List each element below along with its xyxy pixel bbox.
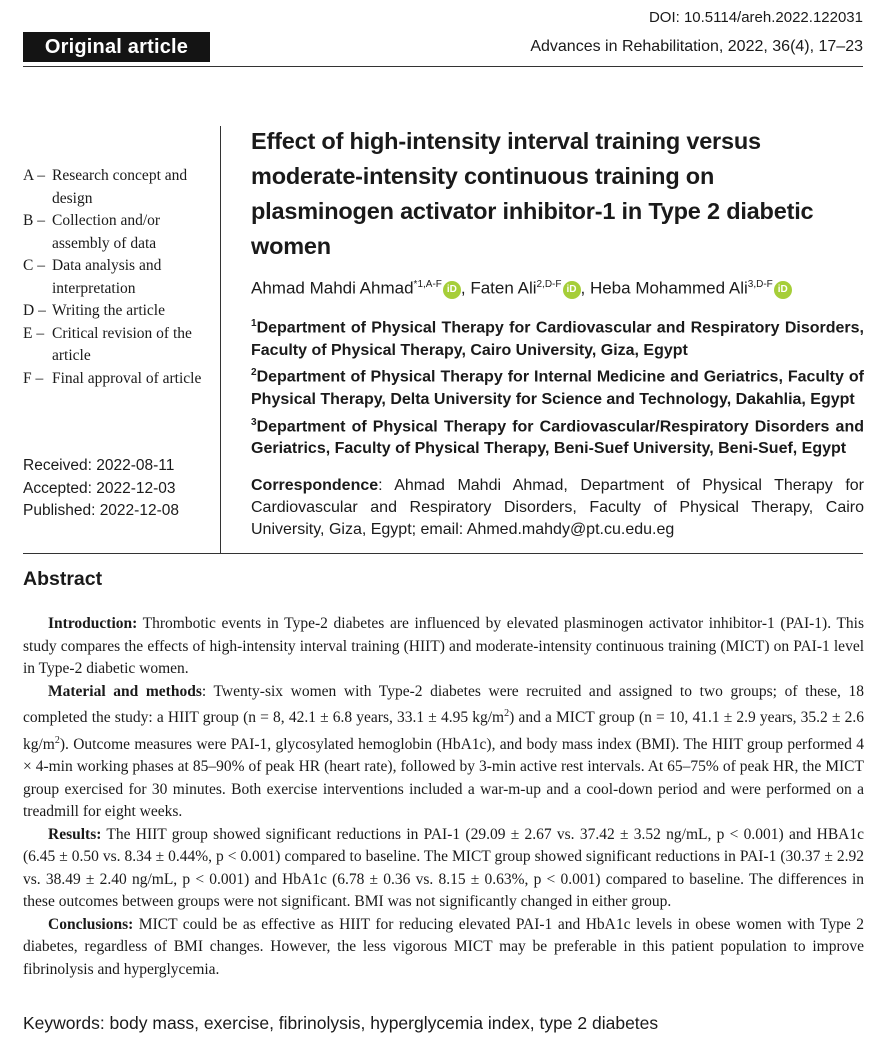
- orcid-icon[interactable]: iD: [563, 281, 581, 299]
- abstract-text: : Twenty-six women with Type-2 diabetes were recruited and assigned to two groups; of these, 18 completed the study: a HIIT group (n = 8, 42.1 ± 6.8 years, 33.1 ± 4.95 kg/m: [23, 682, 864, 727]
- contribution-text: Research concept and design: [52, 167, 188, 207]
- correspondence: [251, 475, 864, 541]
- author-affiliation-marker: 2,D-F: [536, 279, 562, 290]
- affiliation-number: 2: [251, 367, 257, 379]
- contribution-item: [23, 368, 213, 391]
- contribution-text: Writing the article: [52, 302, 165, 319]
- abstract-section-label: Material and methods: [48, 682, 202, 700]
- publication-dates: [23, 455, 179, 523]
- contribution-code: B –: [23, 212, 45, 229]
- contribution-text: Critical revision of the article: [52, 324, 192, 364]
- accepted-date: Accepted: 2022-12-03: [23, 479, 176, 497]
- section-divider: [23, 553, 863, 554]
- author-separator: ,: [580, 278, 590, 298]
- author-affiliation-marker: 3,D-F: [747, 279, 773, 290]
- affiliation-text: Department of Physical Therapy for Cardiovascular and Respiratory Disorders, Faculty of Physical Therapy, Cairo University, Giza, Egypt: [251, 319, 864, 359]
- contribution-code: D –: [23, 302, 46, 319]
- article-type-badge: Original article: [23, 32, 210, 62]
- keywords: Keywords: body mass, exercise, fibrinolysis, hyperglycemia index, type 2 diabetes: [23, 1013, 659, 1033]
- doi-text[interactable]: DOI: 10.5114/areh.2022.122031: [648, 9, 863, 26]
- affiliation-number: 3: [251, 416, 257, 428]
- abstract-paragraph: [23, 681, 864, 824]
- orcid-icon[interactable]: iD: [443, 281, 461, 299]
- affiliation-text: Department of Physical Therapy for Internal Medicine and Geriatrics, Faculty of Physical Therapy, Delta University for Science and Technology, Dakahlia, Egypt: [251, 368, 864, 409]
- abstract-section-label: Results:: [48, 825, 102, 843]
- contribution-text: Data analysis and interpretation: [52, 257, 162, 297]
- abstract-body: [23, 613, 864, 981]
- abstract-section-label: Conclusions:: [48, 915, 134, 933]
- abstract-heading: Abstract: [23, 568, 103, 590]
- correspondence-text: : Ahmad Mahdi Ahmad, Department of Physical Therapy for Cardiovascular and Respiratory Disorders, Faculty of Physical Therapy, Cairo University, Giza, Egypt; email: Ahmed.mahdy@pt.cu.edu.eg: [251, 477, 864, 538]
- contribution-code: F –: [23, 369, 44, 387]
- abstract-text: MICT could be as effective as HIIT for reducing elevated PAI-1 and HbA1c levels in obese women with Type 2 diabetes, regardless of BMI changes. However, the less vigorous MICT may be preferable in this patient population to improve fibrinolysis and hyperglycemia.: [23, 915, 864, 978]
- abstract-text: ) and a MICT group (n = 10, 41.1 ± 2.9 years, 35.2 ± 2.6 kg/m: [23, 709, 864, 753]
- affiliation: [251, 362, 864, 411]
- superscript: 2: [54, 734, 60, 746]
- author-separator: ,: [460, 278, 471, 298]
- contribution-text: Collection and/or assembly of data: [52, 212, 161, 252]
- contribution-item: [23, 210, 213, 255]
- header-divider: [23, 66, 863, 67]
- contribution-code: C –: [23, 257, 45, 274]
- abstract-section-label: Introduction:: [48, 615, 138, 632]
- author-name: Faten Ali: [470, 278, 537, 298]
- column-divider: [220, 126, 221, 553]
- contribution-text: Final approval of article: [52, 369, 202, 387]
- author-contributions-legend: [23, 165, 213, 390]
- affiliation-text: Department of Physical Therapy for Cardiovascular/Respiratory Disorders and Geriatrics, Faculty of Physical Therapy, Beni-Suef University, Beni-Suef, Egypt: [251, 417, 864, 458]
- affiliations: [251, 313, 864, 461]
- author-name: Heba Mohammed Ali: [589, 278, 748, 298]
- affiliation-number: 1: [251, 318, 257, 329]
- contribution-code: A –: [23, 167, 45, 184]
- contribution-item: [23, 323, 213, 368]
- author-list: [251, 272, 871, 302]
- contribution-item: [23, 300, 213, 323]
- contribution-item: [23, 255, 213, 300]
- contribution-code: E –: [23, 324, 45, 342]
- orcid-icon[interactable]: iD: [774, 281, 792, 299]
- abstract-paragraph: [23, 914, 864, 982]
- abstract-paragraph: [23, 824, 864, 914]
- abstract-paragraph: [23, 613, 864, 681]
- abstract-text: Thrombotic events in Type-2 diabetes are influenced by elevated plasminogen activator inhibitor-1 (PAI-1). This study compares the effects of high-intensity interval training (HIIT) and moderate-intensity continuous training (MICT) on PAI-1 level in Type-2 diabetic women.: [23, 615, 864, 677]
- affiliation: [251, 313, 864, 362]
- correspondence-label: Correspondence: [251, 477, 379, 494]
- abstract-text: ). Outcome measures were PAI-1, glycosylated hemoglobin (HbA1c), and body mass index (BMI). The HIIT group performed 4 × 4-min working phases at 85–90% of peak HR (heart rate), followed by 3-min active rest intervals. At 65–75% of peak HR, the MICT group exercised for 30 minutes. Both exercise interventions included a war-m-up and a cool-down period and were performed on a treadmill for eight weeks.: [23, 735, 864, 821]
- article-title: Effect of high-intensity interval training versus moderate-intensity continuous training on plasminogen activator inhibitor-1 in Type 2 diabetic women: [251, 128, 814, 259]
- journal-citation: Advances in Rehabilitation, 2022, 36(4), 17–23: [530, 38, 863, 55]
- superscript: 2: [504, 708, 510, 719]
- author-affiliation-marker: *1,A-F: [413, 279, 442, 290]
- author-name: Ahmad Mahdi Ahmad: [251, 278, 414, 298]
- affiliation: [251, 412, 864, 461]
- abstract-text: The HIIT group showed significant reductions in PAI-1 (29.09 ± 2.67 vs. 37.42 ± 3.52 ng/mL, p < 0.001) and HBA1c (6.45 ± 0.50 vs. 8.34 ± 0.44%, p < 0.001) compared to baseline. The MICT group showed significant reductions in PAI-1 (30.37 ± 2.92 vs. 38.49 ± 2.40 ng/mL, p < 0.001) and HbA1c (6.78 ± 0.36 vs. 8.15 ± 0.63%, p < 0.001) compared to baseline. The differences in these outcomes between groups were not significant. BMI was not significantly changed in either group.: [23, 825, 864, 911]
- received-date: Received: 2022-08-11: [23, 457, 175, 474]
- published-date: Published: 2022-12-08: [23, 502, 179, 519]
- contribution-item: [23, 165, 213, 210]
